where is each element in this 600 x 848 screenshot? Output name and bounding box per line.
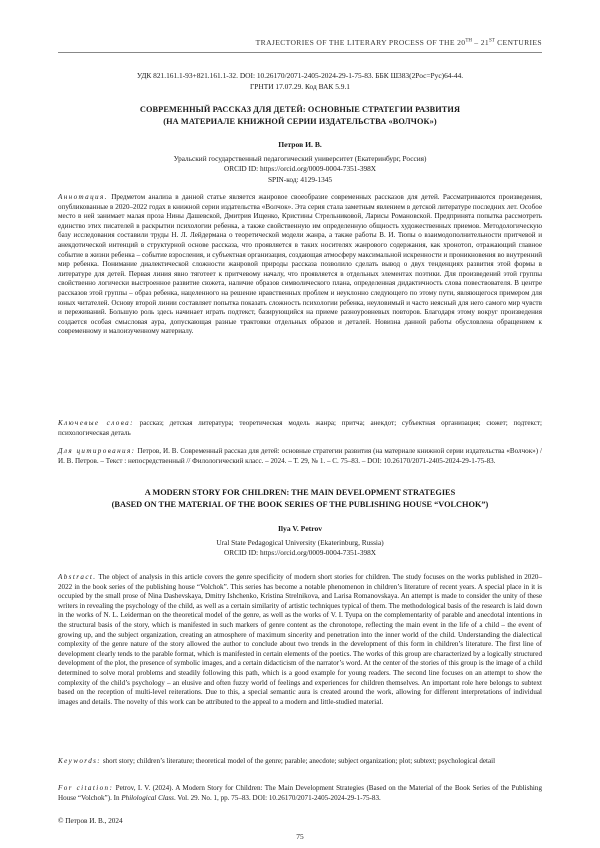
abstract-ru bbox=[58, 193, 542, 337]
running-header: TRAJECTORIES OF THE LITERARY PROCESS OF THE 20TH – 21ST CENTURIES bbox=[255, 38, 542, 47]
citation-en-label: For citation: bbox=[58, 784, 114, 792]
author-en: Ilya V. Petrov bbox=[277, 524, 323, 533]
citation-en: For citation: Petrov, I. V. (2024). A Modern Story for Children: The Main Development Strategies (Based on the Material of the Book Series of the Publishing House “Volchok”). In Philological Class. Vol. 29. No. 1, pp. 75–83. DOI: 10.26170/2071-2405-2024-29-1-75-83. bbox=[58, 784, 542, 802]
affiliation-en-name: Ural State Pedagogical University (Ekaterinburg, Russia) bbox=[216, 538, 384, 547]
spin-code: SPIN-код: 4129-1345 bbox=[267, 174, 333, 184]
keywords-ru-label: Ключевые слова: bbox=[58, 419, 134, 427]
copyright: © Петров И. В., 2024 bbox=[58, 817, 123, 825]
abstract-ru-text: Предметом анализа в данной статье является жанровое своеобразие современных рассказов для детей. Рассматриваются произведения, опубликованные в 2020–2022 годах в книжной серии издательства «Волчок». Эта серия стала заметным явлением в детской литературе последних лет. Особое место в ней занимает малая проза Нины Дашевской, Дмитрия Ищенко, Кристины Стрельниковой, Ларисы Романовской. Предпринята попытка рассмотреть единство этих писателей в раскрытии психологии ребенка, а также свойственную им определенную общность художественных приемов. Методологическую базу исследования составили труды Н. Л. Лейдермана о теоретической модели жанра, а также работы В. И. Тюпы о взаимодополнительности притчевой и анекдотической интенций в структурной основе рассказа, что проявляется в таких носителях жанрового содержания, как хронотоп, отражающий главное событие в жизни ребенка – событие взросления, и субъектная организация, создающая атмосферу максимальной искренности и проникновения во внутренний мир ребенка. Понимание диалектической сложности жанровой природы рассказа позволило сделать вывод о двух тенденциях развития этой формы в литературе для детей. Первая линия явно тяготеет к притчевому началу, что проявляется в отдельных элементах поэтики. Для произведений этой группы свойственно логически выстроенное развитие сюжета, наличие образов символического плана, определенная дидактичность слова повествователя. В центре рассказов этой группы – образ ребенка, нацеленного на решение нравственных проблем и неуклонно следующего по этому пути, являющегося примером для юных читателей. Основу второй линии составляет попытка показать сложность психологии ребенка, неуловимый и часто неясный для него самого мир чувств и переживаний. Большую роль здесь начинает играть подтекст, базирующийся на приеме разноуровневых повторов. Благодаря этому вокруг произведения создается особая смысловая аура, допускающая разные трактовки отдельных образов и деталей. Новизна данной работы обусловлена обращением к современному и малоизученному материалу. bbox=[58, 193, 542, 336]
abstract-en-text: The object of analysis in this article covers the genre specificity of modern short stories for children. The study focuses on the works published in 2020–2022 in the book series of the publishing house “Volchok”. This series has become a notable phenomenon in children’s literature of recent years. A special place in it is occupied by the small prose of Nina Dashevskaya, Dmitry Ishchenko, Kristina Strelnikova, and Larisa Romanovskaya. An attempt is made to consider the unity of these writers in revealing the psychology of the child, as well as a certain similarity of artistic techniques typical of them. The methodological basis of the research is laid down in the works of N. L. Leiderman on the theoretical model of the genre, as well as the works of V. I. Tyupa on the complementarity of parable and anecdotal intentions in the structural basis of the story, which is manifested in such markers of genre content as the chronotope, reflecting the main event in the life of a child – the event of growing up, and the subject organization, creating an atmosphere of maximum sincerity and penetration into the inner world of the child. Understanding the dialectical complexity of the genre nature of the story allowed the author to conclude about two trends in the development of this form in children’s literature. The first line of development clearly tends to the parable format, which is manifested in certain elements of the poetics. The works of this group are characterized by a logically structured development of the plot, the presence of symbolic images, and a certain didacticism of the narrator’s word. At the center of the stories of this group is the image of a child determined to solve moral problems and steadily following this path, which is a good example for young readers. The second line focuses on an attempt to show the complexity of the child’s psychology – an elusive and often fuzzy world of feelings and experiences for children themselves. An important role here belongs to subtext based on the reception of multi-level reiterations. Due to this, a special semantic aura is created around the work, allowing for different interpretations of individual images and details. The novelty of this work can be attributed to the appeal to a modern and little-studied material. bbox=[58, 573, 542, 706]
orcid-ru: ORCID ID: https://orcid.org/0009-0004-7351-398X bbox=[223, 164, 377, 174]
author-ru: Петров И. В. bbox=[278, 140, 322, 149]
page-number: 75 bbox=[296, 832, 304, 841]
abstract-en bbox=[58, 573, 542, 707]
title-ru: СОВРЕМЕННЫЙ РАССКАЗ ДЛЯ ДЕТЕЙ: ОСНОВНЫЕ СТРАТЕГИИ РАЗВИТИЯ (НА МАТЕРИАЛЕ КНИЖНОЙ СЕРИИ ИЗДАТЕЛЬСТВА «ВОЛЧОК») bbox=[139, 105, 461, 126]
orcid-en: ORCID ID: https://orcid.org/0009-0004-7351-398X bbox=[223, 548, 377, 558]
udk-line-2: ГРНТИ 17.07.29. Код ВАК 5.9.1 bbox=[250, 82, 350, 91]
title-en: A MODERN STORY FOR CHILDREN: THE MAIN DEVELOPMENT STRATEGIES (BASED ON THE MATERIAL OF THE BOOK SERIES OF THE PUBLISHING HOUSE “VOLCHOK”) bbox=[111, 488, 489, 509]
udk-line-1: УДК 821.161.1-93+821.161.1-32. DOI: 10.26170/2071-2405-2024-29-1-75-83. ББК Ш383(2Рос=Рус)64-44. bbox=[136, 71, 464, 80]
keywords-ru: Ключевые слова: рассказ; детская литература; теоретическая модель жанра; притча; анекдот; субъектная организация; сюжет; подтекст; психологическая деталь bbox=[58, 419, 542, 437]
journal-name: Philological Class bbox=[121, 793, 174, 802]
affiliation-ru bbox=[58, 154, 542, 185]
citation-ru-label: Для цитирования: bbox=[58, 447, 136, 455]
affiliation-en bbox=[58, 538, 542, 559]
keywords-en: Keywords: short story; children’s literature; theoretical model of the genre; parable; anecdote; subject organization; plot; subtext; psychological detail bbox=[58, 757, 496, 765]
affiliation-ru-name: Уральский государственный педагогический университет (Екатеринбург, Россия) bbox=[173, 154, 427, 163]
udk-block bbox=[58, 70, 542, 92]
header-rule bbox=[58, 52, 542, 53]
abstract-ru-label: Аннотация. bbox=[58, 193, 108, 201]
keywords-en-label: Keywords: bbox=[58, 757, 102, 765]
citation-ru: Для цитирования: Петров, И. В. Современный рассказ для детей: основные стратегии развития (на материале книжной серии издательства «Волчок») / И. В. Петров. – Текст : непосредственный // Филологический класс. – 2024. – Т. 29, № 1. – С. 75–83. – DOI: 10.26170/2071-2405-2024-29-1-75-83. bbox=[58, 447, 542, 465]
abstract-en-label: Abstract. bbox=[58, 573, 97, 581]
